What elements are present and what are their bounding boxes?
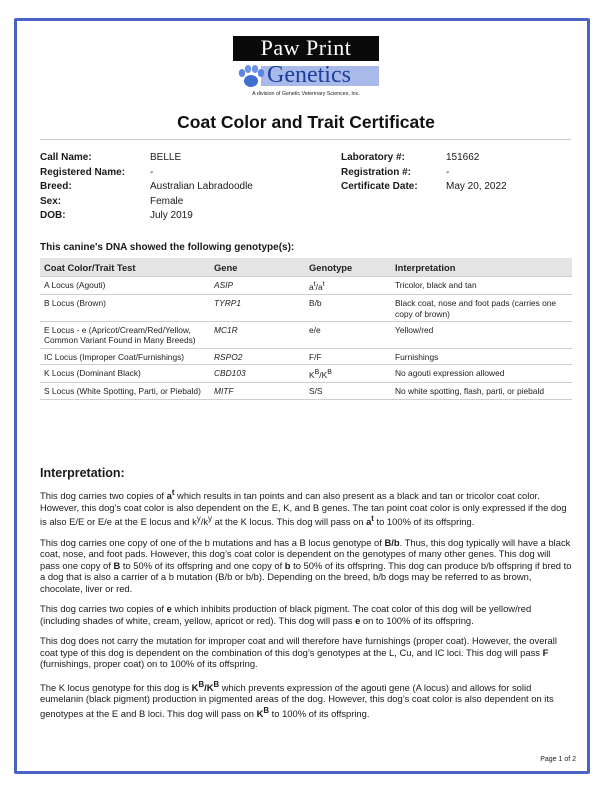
info-label: Call Name: bbox=[40, 152, 92, 163]
paw-icon bbox=[235, 63, 267, 89]
info-value: May 20, 2022 bbox=[446, 181, 507, 193]
info-label: Sex: bbox=[40, 195, 62, 207]
cell-test: E Locus - e (Apricot/Cream/Red/Yellow, Common Variant Found in Many Breeds) bbox=[40, 322, 210, 349]
info-value: Female bbox=[150, 195, 184, 207]
interpretation-text bbox=[40, 487, 572, 729]
info-value: BELLE bbox=[150, 152, 182, 163]
cell-genotype: $a^t/a^t$ bbox=[305, 277, 391, 295]
logo-subtitle: A division of Genetic Veterinary Sciences, Inc. bbox=[252, 91, 360, 97]
cell-test: B Locus (Brown) bbox=[40, 295, 210, 322]
logo-word: Genetics bbox=[267, 62, 351, 88]
logo-top-text: Paw Print bbox=[233, 36, 379, 61]
column-header-genotype: Genotype bbox=[305, 258, 391, 277]
page-number: Page 1 of 2 bbox=[540, 756, 576, 763]
info-row bbox=[40, 180, 253, 195]
info-row bbox=[341, 151, 507, 166]
column-header-gene: Gene bbox=[210, 258, 305, 277]
cell-genotype: S/S bbox=[305, 383, 391, 399]
cell-interpretation: Tricolor, black and tan bbox=[391, 277, 572, 295]
cell-gene: RSPO2 bbox=[210, 348, 305, 364]
info-label: DOB: bbox=[40, 210, 66, 222]
info-label: Registered Name: bbox=[40, 166, 126, 178]
page-title: Coat Color and Trait Certificate bbox=[177, 112, 435, 132]
info-value: - bbox=[150, 166, 154, 178]
table-row bbox=[40, 322, 572, 349]
interpretation-paragraph: The K locus genotype for this dog is $K^B/K^B$ which prevents expression of the agouti gene (A locus) and allows for solid eumelanin (black pigment) production in pigmented areas of the dog. However, this dog’s coat color is also dependent on its genotypes at the E and B loci. This dog will pass on $K^B$ to 100% of its offspring. bbox=[40, 679, 554, 719]
info-value: 151662 bbox=[446, 152, 480, 163]
cell-interpretation: Black coat, nose and foot pads (carries one copy of brown) bbox=[391, 295, 572, 322]
cell-interpretation: Furnishings bbox=[391, 348, 572, 364]
info-value: Australian Labradoodle bbox=[150, 181, 253, 193]
interpretation-paragraph: This dog carries two copies of $a^t$ which results in tan points and can also present as a black and tan or tricolor coat color. However, this dog’s coat color is also dependent on the E, K, and B genes. The tan point coat color is only expressed if the dog is also E/E or E/e at the E locus and $k^y/k^y$ at the K locus. This dog will pass on $a^t$ to 100% of its offspring. bbox=[40, 488, 567, 528]
info-row bbox=[341, 180, 507, 195]
info-row bbox=[40, 166, 253, 181]
dog-info bbox=[40, 151, 253, 224]
table-header-row bbox=[40, 258, 572, 277]
table-row bbox=[40, 348, 572, 364]
info-value: July 2019 bbox=[150, 210, 193, 222]
cell-gene: MITF bbox=[210, 383, 305, 399]
cell-gene: CBD103 bbox=[210, 365, 305, 383]
info-row bbox=[40, 151, 253, 166]
cell-gene: ASIP bbox=[210, 277, 305, 295]
genotype-heading: This canine's DNA showed the following genotype(s): bbox=[40, 242, 295, 253]
info-label: Laboratory #: bbox=[341, 152, 405, 163]
cell-gene: MC1R bbox=[210, 322, 305, 349]
table-row bbox=[40, 295, 572, 322]
lab-info bbox=[341, 151, 507, 195]
info-label: Breed: bbox=[40, 181, 72, 193]
interpretation-paragraph: This dog carries two copies of e which inhibits production of black pigment. The coat color of this dog will be yellow/red (including shades of white, cream, yellow, apricot or red). This dog will pass e on to 100% of its offspring. bbox=[40, 603, 532, 626]
cell-gene: TYRP1 bbox=[210, 295, 305, 322]
info-label: Registration #: bbox=[341, 166, 412, 178]
info-row bbox=[40, 209, 253, 224]
cell-interpretation: No agouti expression allowed bbox=[391, 365, 572, 383]
cell-test: IC Locus (Improper Coat/Furnishings) bbox=[40, 348, 210, 364]
cell-genotype: e/e bbox=[305, 322, 391, 349]
table-row bbox=[40, 365, 572, 383]
info-row bbox=[341, 166, 507, 181]
cell-interpretation: Yellow/red bbox=[391, 322, 572, 349]
title-divider bbox=[40, 139, 571, 140]
table-row bbox=[40, 383, 572, 399]
cell-test: S Locus (White Spotting, Parti, or Piebald) bbox=[40, 383, 210, 399]
interpretation-paragraph: This dog does not carry the mutation for improper coat and will therefore have furnishings (proper coat). However, the overall coat type of this dog is dependent on the combination of this dog’s genotypes at the L, Cu, and IC loci. This dog will pass F (furnishings, proper coat) on to 100% of its offspring. bbox=[40, 635, 557, 670]
table-row bbox=[40, 277, 572, 295]
interpretation-heading: Interpretation: bbox=[40, 466, 125, 480]
cell-test: K Locus (Dominant Black) bbox=[40, 365, 210, 383]
cell-interpretation: No white spotting, flash, parti, or piebald bbox=[391, 383, 572, 399]
genotype-table bbox=[40, 258, 572, 400]
cell-genotype: $K^B/K^B$ bbox=[305, 365, 391, 383]
cell-genotype: F/F bbox=[305, 348, 391, 364]
column-header-interpretation: Interpretation bbox=[391, 258, 572, 277]
cell-genotype: B/b bbox=[305, 295, 391, 322]
info-row bbox=[40, 195, 253, 210]
info-label: Certificate Date: bbox=[341, 181, 418, 193]
interpretation-paragraph: This dog carries one copy of one of the b mutations and has a B locus genotype of B/b. Thus, this dog typically will have a black coat, nose, and foot pads. However, this dog’s coat color is dependent on the genotypes of many other genes. This dog will pass one copy of B to 50% of its offspring and one copy of b to 50% of its offspring. This dog can produce b/b offspring if bred to a dog that is also a carrier of a b mutation (B/b or b/b). Depending on the breed, b/b dogs may be referred to as brown, chocolate, liver or red. bbox=[40, 536, 572, 594]
company-logo bbox=[233, 36, 379, 97]
info-value: - bbox=[446, 166, 450, 178]
column-header-test: Coat Color/Trait Test bbox=[40, 258, 210, 277]
cell-test: A Locus (Agouti) bbox=[40, 277, 210, 295]
